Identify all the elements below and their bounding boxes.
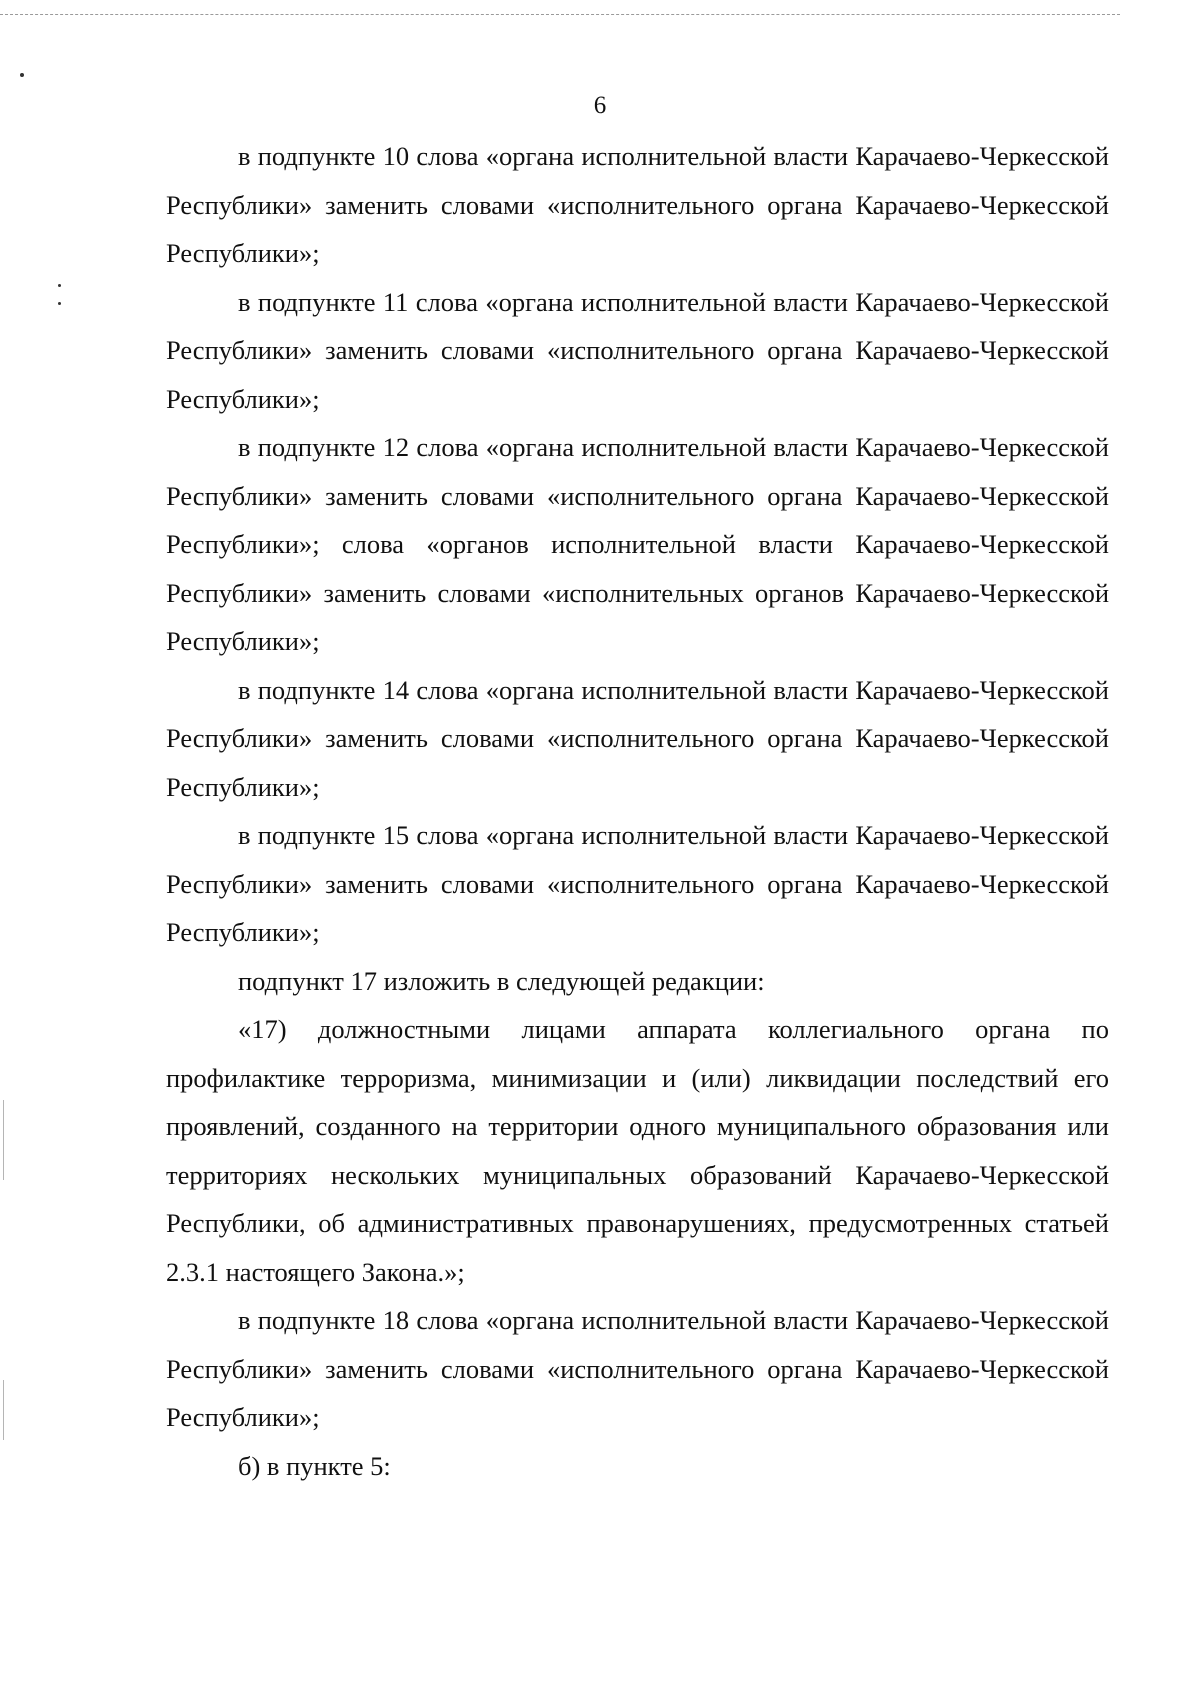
scan-speck xyxy=(58,302,61,305)
scan-speck xyxy=(58,284,61,287)
scan-edge-mark xyxy=(3,1100,4,1180)
paragraph: б) в пункте 5: xyxy=(238,1450,391,1481)
paragraph: в подпункте 11 слова «органа исполнительной власти Карачаево-Черкесской Республики» заменить словами «исполнительного органа Карачаево-Черкесской Республики»; xyxy=(166,286,1109,414)
paragraph: в подпункте 10 слова «органа исполнительной власти Карачаево-Черкесской Республики» заменить словами «исполнительного органа Карачаево-Черкесской Республики»; xyxy=(166,141,1109,268)
paragraph: подпункт 17 изложить в следующей редакции: xyxy=(238,965,765,996)
paragraph: в подпункте 12 слова «органа исполнительной власти Карачаево-Черкесской Республики» заменить словами «исполнительного органа Карачаево-Черкесской Республики»; слова «органов исполнительной власти Карачаево-Черкесской Республики» заменить словами «исполнительных органов Карачаево-Черкесской Республики»; xyxy=(166,432,1109,656)
scan-speck xyxy=(20,73,24,77)
paragraph: в подпункте 15 слова «органа исполнительной власти Карачаево-Черкесской Республики» заменить словами «исполнительного органа Карачаево-Черкесской Республики»; xyxy=(166,820,1109,947)
paragraph: «17) должностными лицами аппарата коллегиального органа по профилактике терроризма, минимизации и (или) ликвидации последствий его проявлений, созданного на территории одного муниципального образования или территориях нескольких муниципальных образований Карачаево-Черкесской Республики, об административных правонарушениях, предусмотренных статьей 2.3.1 настоящего Закона.»; xyxy=(166,1014,1109,1287)
scan-edge-mark xyxy=(3,1380,4,1440)
paragraph: в подпункте 18 слова «органа исполнительной власти Карачаево-Черкесской Республики» заменить словами «исполнительного органа Карачаево-Черкесской Республики»; xyxy=(166,1305,1109,1432)
paragraph: в подпункте 14 слова «органа исполнительной власти Карачаево-Черкесской Республики» заменить словами «исполнительного органа Карачаево-Черкесской Республики»; xyxy=(166,674,1109,802)
scan-top-edge xyxy=(0,14,1120,15)
page-number: 6 xyxy=(593,92,607,119)
document-body xyxy=(166,132,1109,1490)
